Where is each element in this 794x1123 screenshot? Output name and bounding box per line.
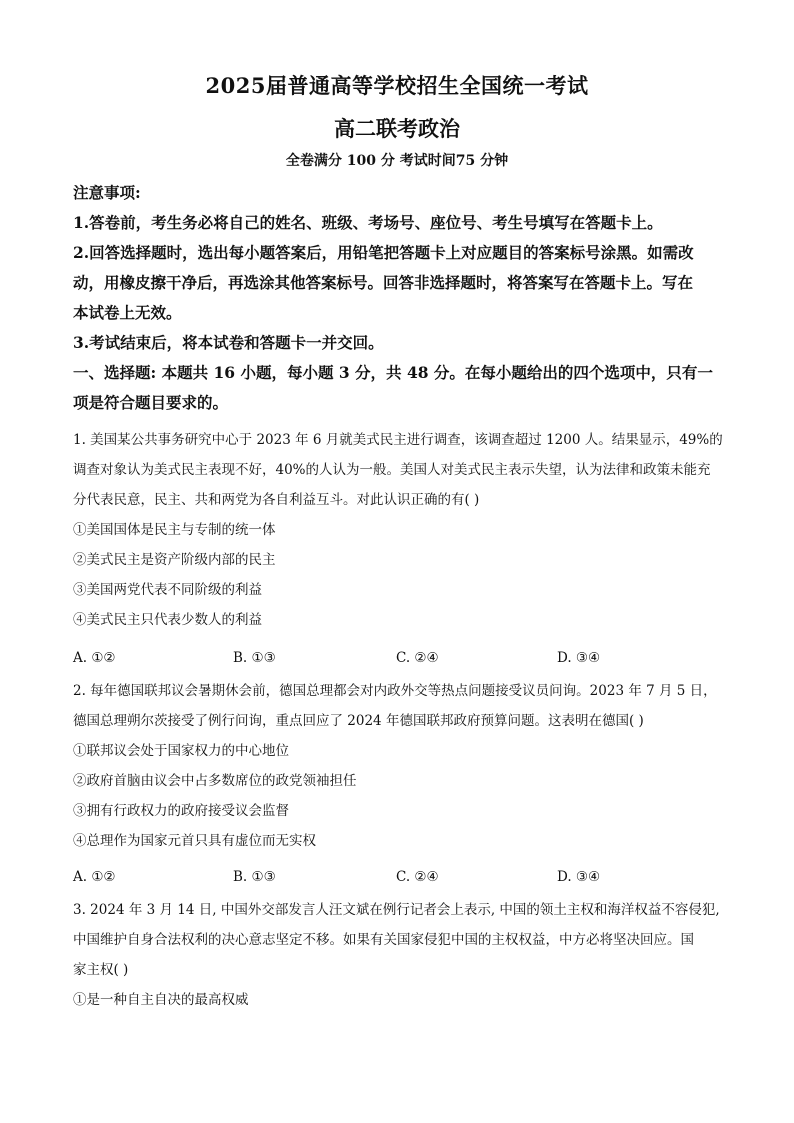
- exam-title: 2025届普通高等学校招生全国统一考试: [205, 73, 589, 98]
- exam-subtitle: 高二联考政治: [334, 116, 460, 141]
- question-1: [73, 425, 723, 635]
- question-1-choice-c: C. ②④: [396, 650, 439, 666]
- question-2-statement-1: ①联邦议会处于国家权力的中心地位: [73, 743, 289, 759]
- question-2-choice-a: A. ①②: [73, 869, 116, 885]
- question-2-choice-d: D. ③④: [557, 869, 601, 885]
- question-2-choice-c: C. ②④: [396, 869, 439, 885]
- exam-info: 全卷满分 100 分 考试时间75 分钟: [285, 153, 509, 169]
- question-3-statement-1: ①是一种自主自决的最高权威: [73, 992, 249, 1008]
- notice-section: [73, 178, 723, 418]
- question-1-choice-d: D. ③④: [557, 650, 601, 666]
- question-3-line-1: 3. 2024 年 3 月 14 日, 中国外交部发言人汪文斌在例行记者会上表示, 中国的领土主权和海洋权益不容侵犯,: [73, 902, 720, 918]
- question-2-line-2: 德国总理朔尔茨接受了例行问询，重点回应了 2024 年德国联邦政府预算问题。这表明在德国( ): [73, 713, 644, 729]
- question-2-statement-2: ②政府首脑由议会中占多数席位的政党领袖担任: [73, 773, 357, 789]
- notice-item-1: 1.答卷前，考生务必将自己的姓名、班级、考场号、座位号、考生号填写在答题卡上。: [73, 213, 663, 232]
- question-2-choice-b: B. ①③: [233, 869, 276, 885]
- question-3-line-3: 家主权( ): [73, 962, 129, 978]
- question-3-line-2: 中国维护自身合法权利的决心意志坚定不移。如果有关国家侵犯中国的主权权益，中方必将坚决回应。国: [73, 932, 694, 948]
- notice-heading: 注意事项:: [73, 183, 141, 202]
- question-1-choice-b: B. ①③: [233, 650, 276, 666]
- question-1-statement-1: ①美国国体是民主与专制的统一体: [73, 522, 276, 538]
- notice-item-2-line-3: 本试卷上无效。: [73, 303, 182, 322]
- question-2-statement-3: ③拥有行政权力的政府接受议会监督: [73, 803, 289, 819]
- question-1-line-2: 调查对象认为美式民主表现不好，40%的人认为一般。美国人对美式民主表示失望，认为法律和政策未能充: [73, 462, 711, 478]
- question-1-statement-3: ③美国两党代表不同阶级的利益: [73, 582, 262, 598]
- question-1-line-1: 1. 美国某公共事务研究中心于 2023 年 6 月就美式民主进行调查，该调查超过 1200 人。结果显示，49%的: [73, 432, 723, 448]
- notice-item-2-line-1: 2.回答选择题时，选出每小题答案后，用铅笔把答题卡上对应题目的答案标号涂黑。如需改: [73, 243, 694, 262]
- section-heading-line-2: 项是符合题目要求的。: [73, 393, 229, 412]
- question-1-line-3: 分代表民意，民主、共和两党为各自利益互斗。对此认识正确的有( ): [73, 492, 480, 508]
- question-1-statement-2: ②美式民主是资产阶级内部的民主: [73, 552, 276, 568]
- notice-item-3: 3.考试结束后，将本试卷和答题卡一并交回。: [73, 333, 384, 352]
- question-1-choice-a: A. ①②: [73, 650, 116, 666]
- section-heading-line-1: 一、选择题: 本题共 16 小题，每小题 3 分，共 48 分。在每小题给出的四个选项中，只有一: [73, 363, 713, 382]
- question-2-line-1: 2. 每年德国联邦议会暑期休会前，德国总理都会对内政外交等热点问题接受议员问询。2023 年 7 月 5 日，: [73, 683, 717, 699]
- question-1-statement-4: ④美式民主只代表少数人的利益: [73, 612, 262, 628]
- notice-item-2-line-2: 动，用橡皮擦干净后，再选涂其他答案标号。回答非选择题时，将答案写在答题卡上。写在: [73, 273, 694, 292]
- question-2: [73, 676, 723, 856]
- question-3: [73, 895, 723, 1015]
- question-2-statement-4: ④总理作为国家元首只具有虚位而无实权: [73, 833, 316, 849]
